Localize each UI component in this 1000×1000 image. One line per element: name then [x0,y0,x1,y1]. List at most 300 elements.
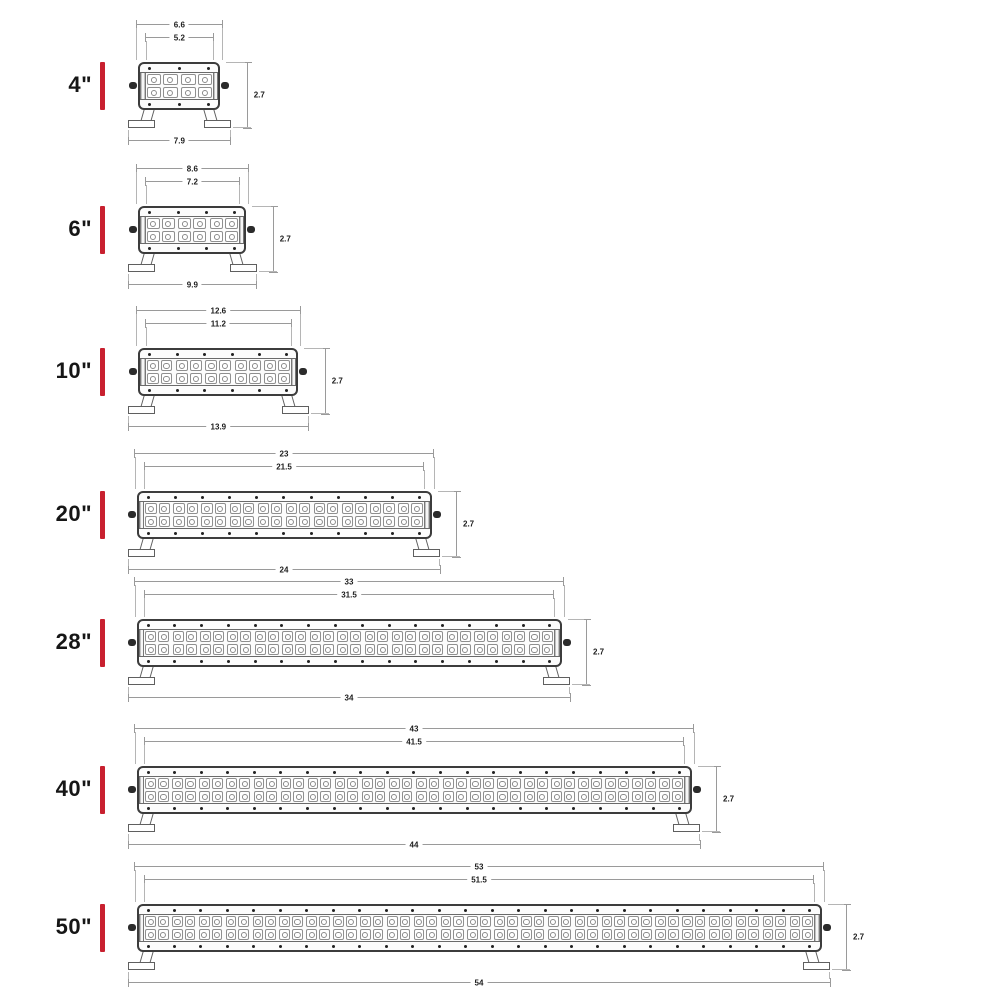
bolt-icon [199,909,202,912]
size-label: 10" [55,358,92,383]
led-cell [474,631,485,642]
led-cell [360,916,371,927]
led-cell [355,516,366,527]
led-cell [429,778,440,789]
led-cell [529,644,540,655]
led-cell [709,929,720,940]
dimension-mount-width [128,840,700,850]
bolt-icon [174,532,177,535]
dimension-overall-width [136,20,222,30]
bolt-icon [517,945,520,948]
led-reflector-icon [517,646,523,652]
led-cell [682,929,693,940]
dimension-height-value: 2.7 [463,519,475,529]
led-cell [529,631,540,642]
led-reflector-icon [257,633,263,639]
led-cell [226,791,237,802]
mount-foot-base [413,549,440,557]
led-cell [383,503,394,514]
led-reflector-icon [232,505,238,511]
led-cell [159,503,170,514]
led-reflector-icon [270,633,276,639]
led-reflector-icon [340,646,346,652]
led-reflector-icon [283,793,289,799]
led-reflector-icon [228,918,234,924]
bolt-icon [332,945,335,948]
led-cell [591,778,602,789]
led-reflector-icon [658,918,664,924]
led-cell [487,631,498,642]
led-reflector-icon [620,780,626,786]
housing-bolt-strip [139,621,560,630]
led-cell [370,503,381,514]
led-row [144,515,424,528]
led-reflector-icon [302,505,308,511]
led-reflector-icon [389,918,395,924]
led-reflector-icon [391,793,397,799]
led-cell [147,87,162,98]
led-cell [370,516,381,527]
led-reflector-icon [148,518,154,524]
dimension-lens-width-value: 11.2 [207,320,230,329]
led-reflector-icon [566,793,572,799]
led-cell [551,778,562,789]
dimension-mount-width-value: 34 [341,694,358,703]
bolt-icon [310,496,313,499]
led-reflector-icon [232,518,238,524]
led-cell [542,644,553,655]
led-reflector-icon [526,780,532,786]
led-reflector-icon [189,505,195,511]
dim-end-tick [128,280,129,289]
led-reflector-icon [364,793,370,799]
dimension-lens-width [144,737,684,747]
bolt-icon [782,909,785,912]
led-cell [190,373,202,384]
led-cell [295,631,306,642]
led-reflector-icon [268,931,274,937]
led-reflector-icon [608,780,614,786]
led-cell [453,916,464,927]
dimension-height [456,491,475,557]
led-cell [419,631,430,642]
led-cell [235,360,247,371]
bolt-icon [177,211,180,214]
dim-extension-line [128,130,129,137]
dim-end-tick [230,136,231,145]
led-cell [628,929,639,940]
led-cell [695,916,706,927]
led-cell [226,916,237,927]
led-cell [641,929,652,940]
led-cell [230,516,241,527]
led-cell [605,778,616,789]
led-cell [668,916,679,927]
bolt-icon [226,771,229,774]
dim-extension-line [300,314,301,346]
end-cap [424,502,430,528]
led-cell [470,778,481,789]
led-cell [239,778,250,789]
bolt-icon [279,909,282,912]
led-cell [548,929,559,940]
led-reflector-icon [325,633,331,639]
led-cell [279,916,290,927]
led-cell [205,373,217,384]
side-bolt-icon [433,511,441,518]
led-cell [158,929,169,940]
led-reflector-icon [608,793,614,799]
dimension-height [716,766,735,832]
bolt-icon [173,660,176,663]
led-reflector-icon [377,793,383,799]
led-cell [377,644,388,655]
lightbar-housing [137,619,562,667]
led-cell [389,791,400,802]
led-reflector-icon [215,646,221,652]
dimension-height-value: 2.7 [331,376,343,386]
dimension-overall-width-value: 23 [276,450,293,459]
led-reflector-icon [458,793,464,799]
led-reflector-icon [150,233,156,239]
led-cell [748,916,759,927]
bolt-icon [199,945,202,948]
side-bolt-icon [563,639,571,646]
led-reflector-icon [577,931,583,937]
end-cap [291,359,296,385]
bolt-icon [676,909,679,912]
bolt-icon [147,624,150,627]
led-reflector-icon [350,780,356,786]
led-reflector-icon [531,633,537,639]
led-cell [605,791,616,802]
dim-extension-line [698,766,715,767]
led-cell [736,916,747,927]
led-reflector-icon [260,518,266,524]
led-cell [614,916,625,927]
led-reflector-icon [544,646,550,652]
dim-extension-line [824,870,825,902]
led-reflector-icon [268,918,274,924]
led-reflector-icon [213,233,219,239]
dimension-lens-width [144,462,424,472]
led-reflector-icon [281,362,287,368]
bolt-icon [231,389,234,392]
led-cell [308,791,319,802]
side-bolt-icon [128,786,136,793]
led-reflector-icon [288,505,294,511]
led-reflector-icon [204,505,210,511]
led-reflector-icon [455,931,461,937]
bolt-icon [231,353,234,356]
led-cell [497,791,508,802]
led-reflector-icon [711,931,717,937]
dim-extension-line [136,314,137,346]
led-cell [238,929,249,940]
led-cell [190,360,202,371]
led-reflector-icon [282,918,288,924]
dim-end-tick [128,840,129,849]
dim-extension-line [128,274,129,281]
bolt-icon [364,496,367,499]
led-reflector-icon [163,375,169,381]
led-cell [628,916,639,927]
led-reflector-icon [274,505,280,511]
led-cell [398,516,409,527]
led-cell [335,778,346,789]
led-reflector-icon [352,646,358,652]
led-reflector-icon [536,931,542,937]
led-reflector-icon [593,793,599,799]
bolt-icon [441,660,444,663]
led-reflector-icon [188,646,194,652]
bolt-icon [599,771,602,774]
dim-extension-line [144,470,145,489]
led-reflector-icon [187,918,193,924]
dim-extension-line [146,41,147,60]
led-cell [347,791,358,802]
led-cell [145,644,156,655]
led-reflector-icon [512,780,518,786]
bolt-icon [649,909,652,912]
led-reflector-icon [523,918,529,924]
led-reflector-icon [509,918,515,924]
led-cell [429,791,440,802]
led-cell [293,791,304,802]
led-reflector-icon [496,931,502,937]
led-cell [695,929,706,940]
led-reflector-icon [201,931,207,937]
led-reflector-icon [373,518,379,524]
side-bolt-icon [129,226,137,233]
bolt-icon [519,807,522,810]
bolt-icon [254,660,257,663]
led-cell [542,631,553,642]
led-cell [158,791,169,802]
led-reflector-icon [539,793,545,799]
led-reflector-icon [643,931,649,937]
lightbar-diagram [128,724,760,856]
led-reflector-icon [238,375,244,381]
led-cell [230,503,241,514]
size-label: 50" [55,914,92,939]
led-cell [212,791,223,802]
led-cell [255,631,266,642]
dimension-overall-width [136,164,248,174]
led-reflector-icon [443,931,449,937]
led-reflector-icon [202,793,208,799]
led-cell [602,916,613,927]
size-accent-tick [100,904,105,952]
housing-bolt-strip [140,64,218,73]
bolt-icon [572,807,575,810]
led-reflector-icon [429,931,435,937]
dim-end-tick [256,280,257,289]
housing-bolt-strip [140,350,296,359]
led-cell [602,929,613,940]
led-reflector-icon [230,646,236,652]
bolt-icon [253,771,256,774]
led-reflector-icon [148,505,154,511]
led-reflector-icon [563,931,569,937]
led-reflector-icon [182,220,188,226]
led-cell [185,791,196,802]
led-reflector-icon [202,646,208,652]
led-cell [292,929,303,940]
led-reflector-icon [445,793,451,799]
mount-foot-base [128,264,155,272]
led-reflector-icon [229,780,235,786]
bolt-icon [391,532,394,535]
led-reflector-icon [230,633,236,639]
dim-extension-line [135,457,136,489]
bolt-icon [203,353,206,356]
dimension-height [273,206,291,272]
bolt-icon [226,945,229,948]
dimension-mount-width-value: 9.9 [183,281,202,290]
led-cell [659,791,670,802]
led-reflector-icon [394,633,400,639]
led-reflector-icon [188,633,194,639]
bolt-icon [544,945,547,948]
dim-extension-line [222,28,223,60]
lightbar-housing [138,348,298,396]
bolt-icon [492,807,495,810]
bolt-icon [623,945,626,948]
led-row [144,777,684,790]
led-reflector-icon [167,76,173,82]
led-reflector-icon [337,780,343,786]
led-reflector-icon [350,793,356,799]
side-bolt-icon [129,82,137,89]
led-reflector-icon [604,918,610,924]
mount-foot-base [128,120,155,128]
led-reflector-icon [523,931,529,937]
led-reflector-icon [738,931,744,937]
led-reflector-icon [148,793,154,799]
led-reflector-icon [536,918,542,924]
led-cell [292,916,303,927]
led-cell [537,778,548,789]
led-reflector-icon [149,375,155,381]
dim-extension-line [213,41,214,60]
led-cell [225,218,238,229]
led-reflector-icon [330,505,336,511]
bolt-icon [545,807,548,810]
bolt-icon [418,496,421,499]
led-cell [392,644,403,655]
led-reflector-icon [470,918,476,924]
dim-end-tick [700,840,701,849]
led-cell [176,373,188,384]
bolt-icon [729,945,732,948]
dimension-overall-width [136,306,300,316]
led-cell [163,87,178,98]
dimension-lens-width [146,319,292,329]
led-cell [414,929,425,940]
led-reflector-icon [711,918,717,924]
dim-extension-line [239,185,240,204]
led-reflector-icon [214,918,220,924]
led-reflector-icon [217,518,223,524]
led-cell [416,778,427,789]
led-reflector-icon [165,233,171,239]
led-cell [456,778,467,789]
mount-foot-base [543,677,570,685]
led-reflector-icon [422,646,428,652]
led-reflector-icon [418,780,424,786]
led-row [144,630,554,643]
bolt-icon [147,496,150,499]
led-cell [419,644,430,655]
led-cell [320,778,331,789]
bolt-icon [702,909,705,912]
bolt-icon [258,353,261,356]
mount-foot-base [803,962,830,970]
bolt-icon [307,624,310,627]
led-reflector-icon [267,375,273,381]
led-cell [387,916,398,927]
led-cell [453,929,464,940]
dimension-height-value: 2.7 [853,932,865,942]
led-reflector-icon [458,780,464,786]
bolt-icon [201,496,204,499]
bolt-icon [173,909,176,912]
led-cell [319,929,330,940]
size-accent-tick [100,206,105,254]
led-cell [279,929,290,940]
led-reflector-icon [631,918,637,924]
led-reflector-icon [323,793,329,799]
led-cell [254,778,265,789]
led-reflector-icon [445,780,451,786]
led-reflector-icon [697,931,703,937]
led-cell [402,791,413,802]
led-reflector-icon [765,931,771,937]
bolt-icon [495,624,498,627]
bolt-icon [702,945,705,948]
bolt-icon [228,496,231,499]
led-cell [286,516,297,527]
led-reflector-icon [309,931,315,937]
led-cell [365,631,376,642]
led-cell [226,778,237,789]
bolt-icon [226,807,229,810]
led-cell [186,644,197,655]
led-reflector-icon [202,89,208,95]
dim-extension-line [304,348,322,349]
led-reflector-icon [229,233,235,239]
led-reflector-icon [294,931,300,937]
housing-middle [140,73,218,99]
bolt-icon [411,909,414,912]
dimension-height-value: 2.7 [723,794,735,804]
dim-end-tick [128,565,129,574]
bolt-icon [414,624,417,627]
dim-extension-line [569,687,570,694]
led-cell [362,778,373,789]
led-reflector-icon [252,375,258,381]
led-cell [460,631,471,642]
bolt-icon [492,771,495,774]
led-reflector-icon [470,931,476,937]
led-cell [172,916,183,927]
bolt-icon [438,909,441,912]
bolt-icon [200,624,203,627]
led-reflector-icon [148,633,154,639]
led-reflector-icon [358,518,364,524]
bolt-icon [148,211,151,214]
